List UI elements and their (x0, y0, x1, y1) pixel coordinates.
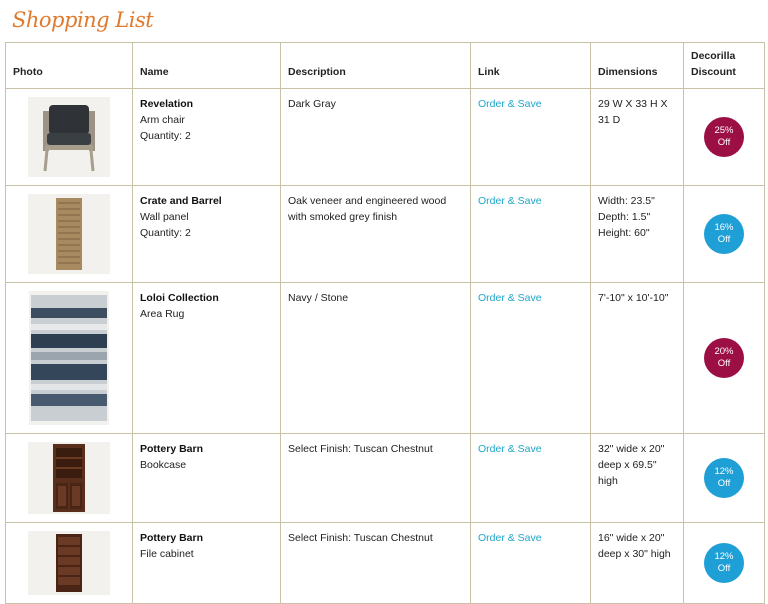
discount-off-label: Off (717, 358, 731, 369)
product-photo-cell (6, 434, 133, 523)
product-name: Pottery Barn (140, 532, 204, 544)
arm-chair-icon[interactable] (28, 97, 110, 177)
discount-percent: 12% (714, 551, 734, 562)
product-name: Pottery Barn (140, 443, 204, 455)
header-discount-line2: Discount (691, 66, 736, 78)
product-link-cell (471, 434, 591, 523)
table-row (6, 283, 765, 434)
product-name-cell (133, 186, 281, 283)
product-type: Arm chair (140, 114, 185, 126)
discount-cell (684, 434, 765, 523)
table-row (6, 89, 765, 186)
discount-percent: 25% (714, 125, 734, 136)
product-dimensions: Width: 23.5" Depth: 1.5" Height: 60" (591, 186, 684, 283)
product-link-cell (471, 283, 591, 434)
wall-panel-icon[interactable] (28, 194, 110, 274)
product-type: File cabinet (140, 548, 194, 560)
order-and-save-link[interactable]: Order & Save (478, 443, 542, 455)
product-dimensions: 29 W X 33 H X 31 D (591, 89, 684, 186)
product-name: Crate and Barrel (140, 195, 222, 207)
product-dimensions: 16" wide x 20" deep x 30" high (591, 523, 684, 604)
product-quantity: Quantity: 2 (140, 130, 191, 142)
product-name-cell (133, 283, 281, 434)
product-description: Select Finish: Tuscan Chestnut (281, 523, 471, 604)
product-link-cell (471, 523, 591, 604)
product-dimensions: 7'-10" x 10'-10" (591, 283, 684, 434)
header-dimensions: Dimensions (591, 43, 684, 89)
table-header-row (6, 43, 765, 89)
header-discount (684, 43, 765, 89)
product-description: Select Finish: Tuscan Chestnut (281, 434, 471, 523)
table-row (6, 523, 765, 604)
header-discount-line1: Decorilla (691, 50, 736, 62)
product-type: Bookcase (140, 459, 187, 471)
product-description: Navy / Stone (281, 283, 471, 434)
discount-off-label: Off (717, 137, 731, 148)
discount-off-label: Off (717, 563, 731, 574)
product-photo-cell (6, 89, 133, 186)
product-name-cell (133, 89, 281, 186)
discount-cell (684, 283, 765, 434)
discount-cell (684, 523, 765, 604)
discount-off-label: Off (717, 478, 731, 489)
product-link-cell (471, 89, 591, 186)
product-type: Area Rug (140, 308, 185, 320)
product-link-cell (471, 186, 591, 283)
order-and-save-link[interactable]: Order & Save (478, 292, 542, 304)
product-photo-cell (6, 186, 133, 283)
discount-percent: 16% (714, 222, 734, 233)
product-name: Revelation (140, 98, 194, 110)
order-and-save-link[interactable]: Order & Save (478, 195, 542, 207)
header-description: Description (281, 43, 471, 89)
product-quantity: Quantity: 2 (140, 227, 191, 239)
product-name-cell (133, 434, 281, 523)
product-photo-cell (6, 523, 133, 604)
discount-percent: 12% (714, 466, 734, 477)
product-description: Oak veneer and engineered wood with smoked grey finish (281, 186, 471, 283)
page-title: Shopping List (12, 8, 154, 32)
discount-badge (704, 214, 744, 254)
table-row (6, 434, 765, 523)
discount-cell (684, 89, 765, 186)
product-dimensions: 32" wide x 20" deep x 69.5" high (591, 434, 684, 523)
header-link: Link (471, 43, 591, 89)
discount-badge (704, 543, 744, 583)
product-type: Wall panel (140, 211, 189, 223)
bookcase-icon[interactable] (28, 442, 110, 514)
header-name: Name (133, 43, 281, 89)
product-name: Loloi Collection (140, 292, 219, 304)
discount-cell (684, 186, 765, 283)
discount-badge (704, 458, 744, 498)
discount-percent: 20% (714, 346, 734, 357)
shopping-list-table (5, 42, 765, 604)
table-row (6, 186, 765, 283)
discount-badge (704, 117, 744, 157)
product-photo-cell (6, 283, 133, 434)
area-rug-icon[interactable] (29, 291, 109, 425)
product-name-cell (133, 523, 281, 604)
order-and-save-link[interactable]: Order & Save (478, 98, 542, 110)
order-and-save-link[interactable]: Order & Save (478, 532, 542, 544)
header-photo: Photo (6, 43, 133, 89)
file-cabinet-icon[interactable] (28, 531, 110, 595)
product-description: Dark Gray (281, 89, 471, 186)
discount-off-label: Off (717, 234, 731, 245)
discount-badge (704, 338, 744, 378)
